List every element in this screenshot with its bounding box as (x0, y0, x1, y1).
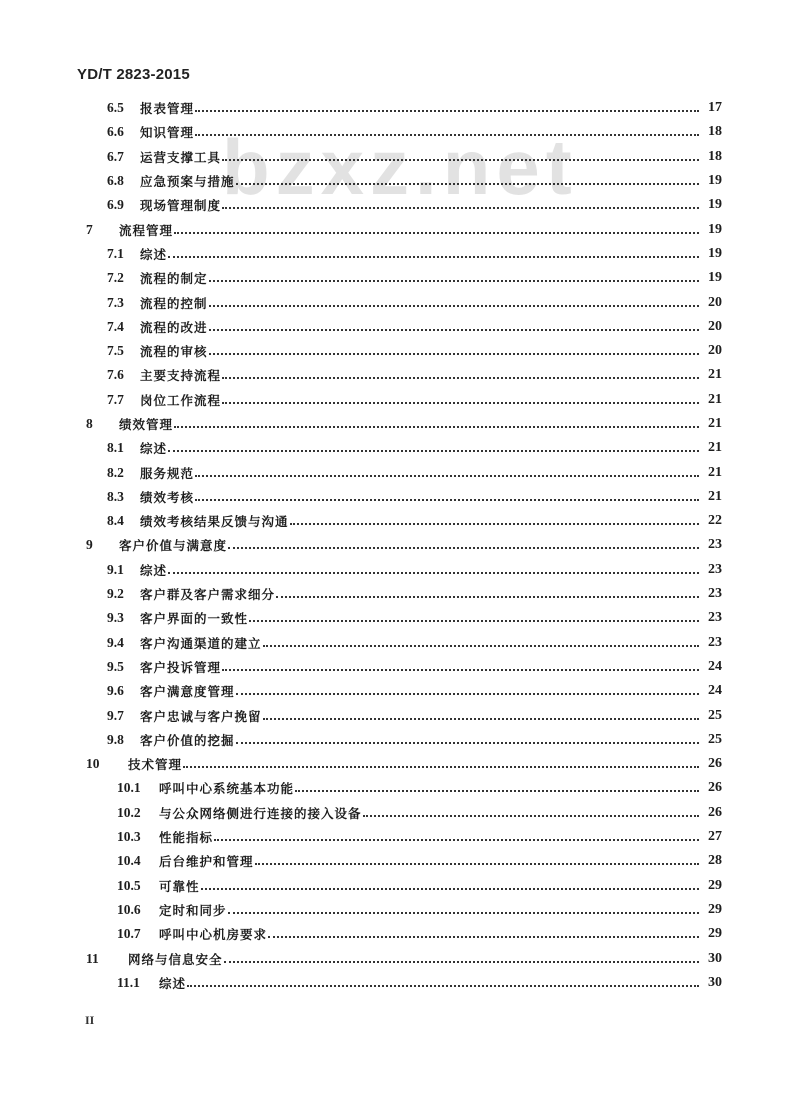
toc-entry-title: 主要支持流程 (140, 368, 222, 384)
toc-entry-page: 19 (708, 270, 722, 286)
toc-entry-page: 27 (708, 829, 722, 845)
toc-entry-title: 绩效管理 (119, 417, 174, 432)
toc-entry-title: 综述 (140, 562, 168, 578)
toc-entry-number: 10.4 (117, 853, 141, 869)
toc-entry-title: 岗位工作流程 (140, 392, 222, 408)
toc-entry-number: 7.4 (107, 318, 124, 334)
page-number: II (85, 1013, 95, 1027)
toc-section-entry[interactable] (0, 631, 800, 655)
toc-entry-page: 21 (708, 488, 722, 504)
toc-entry-number: 7 (86, 221, 93, 237)
toc-entry-number: 7.3 (107, 294, 124, 310)
toc-entry-title: 网络与信息安全 (128, 951, 223, 967)
toc-entry-number: 9.8 (107, 731, 124, 747)
dot-leader (222, 377, 699, 379)
toc-entry-number: 9.3 (107, 610, 124, 626)
toc-section-entry[interactable] (0, 606, 800, 630)
toc-entry-title: 客户界面的一致性 (140, 611, 249, 627)
toc-entry-page: 26 (708, 804, 722, 820)
toc-entry-page: 30 (708, 974, 722, 990)
toc-entry-number: 10.6 (117, 901, 141, 917)
toc-entry-title: 绩效考核结果反馈与沟通 (140, 514, 289, 530)
toc-entry-page: 20 (708, 294, 722, 310)
toc-section-entry[interactable] (0, 825, 800, 849)
toc-entry-page: 19 (708, 173, 722, 189)
toc-entry-title: 综述 (159, 975, 187, 991)
toc-entry-title: 性能指标 (159, 830, 214, 846)
dot-leader (224, 961, 699, 963)
toc-entry-title: 应急预案与措施 (140, 174, 235, 190)
toc-entry-page: 19 (708, 221, 722, 237)
toc-section-entry[interactable] (0, 436, 800, 460)
dot-leader (263, 645, 699, 647)
dot-leader (195, 134, 699, 136)
toc-entry-title: 呼叫中心机房要求 (159, 927, 268, 943)
toc-entry-page: 26 (708, 756, 722, 772)
toc-entry-title: 知识管理 (140, 125, 195, 141)
toc-entry-title: 流程管理 (119, 222, 174, 238)
toc-entry-page: 24 (708, 683, 722, 699)
toc-entry-title: 与公众网络侧进行连接的接入设备 (159, 805, 362, 821)
toc-entry-number: 10.3 (117, 829, 141, 845)
toc-entry-page: 23 (708, 537, 722, 553)
toc-entry-number: 9.2 (107, 586, 124, 602)
toc-section-entry[interactable] (0, 874, 800, 898)
toc-entry-title: 流程的审核 (140, 344, 208, 360)
toc-section-entry[interactable] (0, 266, 800, 290)
toc-section-entry[interactable] (0, 339, 800, 363)
toc-entry-title: 流程的控制 (140, 295, 208, 311)
toc-entry-page: 21 (708, 391, 722, 407)
toc-entry-title: 流程的改进 (140, 319, 208, 335)
toc-entry-title: 客户群及客户需求细分 (140, 587, 276, 603)
dot-leader (168, 450, 699, 452)
toc-entry-title: 定时和同步 (159, 902, 227, 918)
toc-entry-number: 6.8 (107, 173, 124, 189)
toc-entry-number: 10.2 (117, 804, 141, 820)
toc-entry-page: 20 (708, 318, 722, 334)
toc-chapter-entry[interactable] (0, 533, 800, 557)
toc-section-entry[interactable] (0, 120, 800, 144)
toc-entry-title: 综述 (140, 441, 168, 457)
toc-section-entry[interactable] (0, 922, 800, 946)
toc-chapter-entry[interactable] (0, 946, 800, 970)
toc-chapter-entry[interactable] (0, 752, 800, 776)
toc-entry-title: 服务规范 (140, 465, 195, 481)
toc-section-entry[interactable] (0, 388, 800, 412)
dot-leader (222, 159, 699, 161)
dot-leader (201, 888, 699, 890)
toc-section-entry[interactable] (0, 655, 800, 679)
toc-entry-title: 客户满意度管理 (140, 684, 235, 700)
toc-section-entry[interactable] (0, 315, 800, 339)
toc-chapter-entry[interactable] (0, 217, 800, 241)
toc-entry-page: 29 (708, 926, 722, 942)
dot-leader (236, 693, 699, 695)
dot-leader (214, 839, 699, 841)
toc-entry-page: 26 (708, 780, 722, 796)
toc-entry-page: 25 (708, 707, 722, 723)
dot-leader (295, 790, 699, 792)
toc-entry-number: 9.7 (107, 707, 124, 723)
dot-leader (222, 669, 699, 671)
dot-leader (228, 912, 699, 914)
toc-section-entry[interactable] (0, 193, 800, 217)
toc-entry-number: 9.1 (107, 561, 124, 577)
toc-entry-title: 现场管理制度 (140, 198, 222, 214)
toc-chapter-entry[interactable] (0, 412, 800, 436)
toc-section-entry[interactable] (0, 728, 800, 752)
toc-entry-number: 8 (86, 416, 93, 431)
dot-leader (228, 547, 699, 549)
toc-entry-page: 24 (708, 658, 722, 674)
toc-entry-number: 8.4 (107, 513, 124, 529)
dot-leader (183, 766, 699, 768)
toc-entry-number: 8.2 (107, 464, 124, 480)
toc-entry-page: 17 (708, 100, 722, 116)
toc-entry-page: 25 (708, 731, 722, 747)
toc-entry-page: 23 (708, 586, 722, 602)
toc-entry-number: 7.5 (107, 343, 124, 359)
toc-section-entry[interactable] (0, 558, 800, 582)
toc-entry-page: 23 (708, 634, 722, 650)
toc-entry-page: 29 (708, 877, 722, 893)
dot-leader (174, 232, 699, 234)
toc-entry-page: 23 (708, 561, 722, 577)
dot-leader (209, 280, 699, 282)
toc-section-entry[interactable] (0, 169, 800, 193)
dot-leader (255, 863, 699, 865)
dot-leader (174, 426, 699, 428)
toc-entry-number: 6.5 (107, 100, 124, 116)
toc-entry-title: 客户沟通渠道的建立 (140, 635, 262, 651)
toc-section-entry[interactable] (0, 801, 800, 825)
toc-entry-number: 9.6 (107, 683, 124, 699)
toc-entry-page: 21 (708, 416, 722, 431)
toc-entry-page: 18 (708, 148, 722, 164)
toc-section-entry[interactable] (0, 898, 800, 922)
toc-entry-number: 7.7 (107, 391, 124, 407)
toc-entry-number: 6.6 (107, 124, 124, 140)
toc-section-entry[interactable] (0, 290, 800, 314)
toc-entry-page: 21 (708, 440, 722, 456)
watermark: bzxz.net (222, 123, 578, 211)
dot-leader (290, 523, 699, 525)
toc-entry-title: 客户投诉管理 (140, 659, 222, 675)
toc-entry-number: 10.1 (117, 780, 141, 796)
dot-leader (236, 742, 699, 744)
dot-leader (195, 110, 699, 112)
dot-leader (249, 620, 699, 622)
dot-leader (276, 596, 699, 598)
toc-section-entry[interactable] (0, 776, 800, 800)
toc-entry-number: 7.2 (107, 270, 124, 286)
toc-entry-page: 22 (708, 513, 722, 529)
toc-entry-page: 28 (708, 853, 722, 869)
toc-entry-number: 6.7 (107, 148, 124, 164)
toc-entry-number: 10.7 (117, 926, 141, 942)
dot-leader (168, 256, 699, 258)
toc-entry-title: 绩效考核 (140, 489, 195, 505)
toc-section-entry[interactable] (0, 703, 800, 727)
dot-leader (209, 305, 699, 307)
dot-leader (168, 572, 699, 574)
toc-entry-page: 20 (708, 343, 722, 359)
dot-leader (268, 936, 699, 938)
toc-entry-title: 后台维护和管理 (159, 854, 254, 870)
toc-entry-number: 9.5 (107, 658, 124, 674)
toc-section-entry[interactable] (0, 145, 800, 169)
table-of-contents (0, 96, 800, 995)
toc-entry-page: 21 (708, 464, 722, 480)
standard-code-header: YD/T 2823-2015 (77, 66, 190, 83)
toc-section-entry[interactable] (0, 96, 800, 120)
toc-entry-page: 21 (708, 367, 722, 383)
dot-leader (195, 499, 699, 501)
dot-leader (236, 183, 699, 185)
toc-section-entry[interactable] (0, 582, 800, 606)
toc-entry-number: 9.4 (107, 634, 124, 650)
toc-entry-number: 11 (86, 950, 99, 966)
toc-entry-title: 客户价值与满意度 (119, 538, 228, 554)
toc-entry-title: 流程的制定 (140, 271, 208, 287)
toc-section-entry[interactable] (0, 509, 800, 533)
toc-entry-page: 19 (708, 245, 722, 261)
toc-entry-page: 30 (708, 950, 722, 966)
toc-section-entry[interactable] (0, 485, 800, 509)
toc-entry-title: 报表管理 (140, 101, 195, 117)
toc-entry-page: 18 (708, 124, 722, 140)
toc-section-entry[interactable] (0, 971, 800, 995)
toc-entry-number: 7.6 (107, 367, 124, 383)
toc-section-entry[interactable] (0, 679, 800, 703)
toc-entry-page: 19 (708, 197, 722, 213)
dot-leader (222, 207, 699, 209)
dot-leader (187, 985, 699, 987)
dot-leader (209, 329, 699, 331)
toc-entry-number: 10.5 (117, 877, 141, 893)
toc-entry-number: 9 (86, 537, 93, 553)
toc-entry-title: 运营支撑工具 (140, 149, 222, 165)
toc-entry-number: 10 (86, 756, 100, 772)
toc-entry-title: 技术管理 (128, 757, 183, 773)
toc-entry-title: 可靠性 (159, 878, 200, 894)
dot-leader (363, 815, 699, 817)
dot-leader (209, 353, 699, 355)
toc-entry-page: 29 (708, 901, 722, 917)
toc-entry-title: 客户忠诚与客户挽留 (140, 708, 262, 724)
toc-entry-number: 8.1 (107, 440, 124, 456)
toc-entry-number: 8.3 (107, 488, 124, 504)
toc-section-entry[interactable] (0, 849, 800, 873)
toc-entry-number: 11.1 (117, 974, 140, 990)
toc-section-entry[interactable] (0, 460, 800, 484)
dot-leader (222, 402, 699, 404)
toc-entry-number: 6.9 (107, 197, 124, 213)
toc-entry-title: 客户价值的挖掘 (140, 732, 235, 748)
toc-section-entry[interactable] (0, 242, 800, 266)
dot-leader (263, 718, 699, 720)
toc-section-entry[interactable] (0, 363, 800, 387)
toc-entry-page: 23 (708, 610, 722, 626)
toc-entry-title: 呼叫中心系统基本功能 (159, 781, 295, 797)
dot-leader (195, 475, 699, 477)
toc-entry-number: 7.1 (107, 245, 124, 261)
toc-entry-title: 综述 (140, 246, 168, 262)
